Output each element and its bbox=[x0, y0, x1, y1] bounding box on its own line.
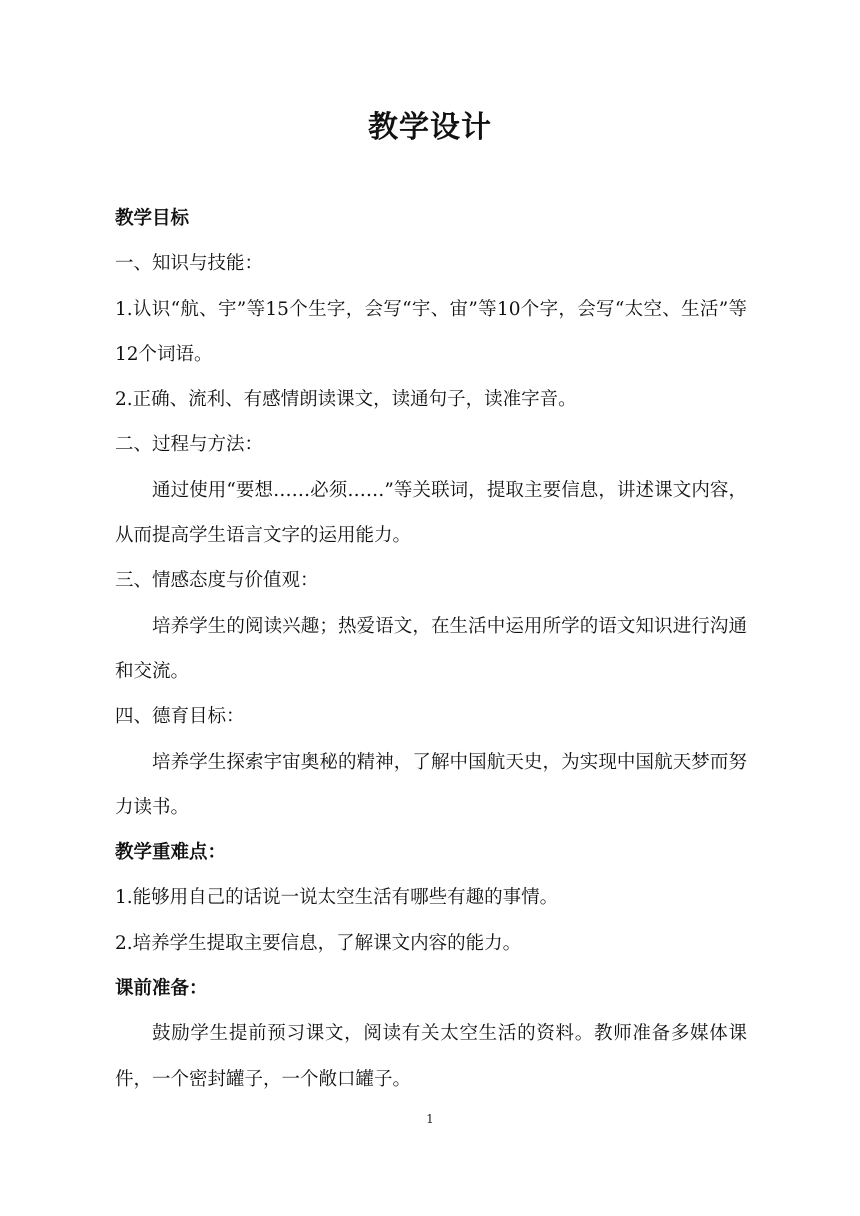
key-points-heading: 教学重难点： bbox=[115, 842, 227, 864]
knowledge-item-1: 1.认识“航、宇”等15个生字，会写“宇、宙”等10个字，会写“太空、生活”等12个词语。 bbox=[115, 298, 747, 365]
page-number: 1 bbox=[426, 1112, 434, 1126]
key-point-2: 2.培养学生提取主要信息，了解课文内容的能力。 bbox=[115, 932, 522, 954]
moral-text: 培养学生探索宇宙奥秘的精神，了解中国航天史，为实现中国航天梦而努力读书。 bbox=[115, 751, 747, 818]
process-text: 通过使用“要想……必须……”等关联词，提取主要信息，讲述课文内容，从而提高学生语言文字的运用能力。 bbox=[115, 479, 747, 547]
objectives-heading: 教学目标 bbox=[115, 208, 190, 229]
process-heading: 二、过程与方法： bbox=[115, 434, 264, 456]
preparation-heading: 课前准备： bbox=[115, 978, 208, 1000]
document-body bbox=[115, 196, 747, 1102]
moral-heading: 四、德育目标： bbox=[115, 706, 245, 728]
knowledge-item-2: 2.正确、流利、有感情朗读课文，读通句子，读准字音。 bbox=[115, 389, 577, 411]
knowledge-heading: 一、知识与技能： bbox=[115, 253, 264, 275]
emotion-text: 培养学生的阅读兴趣；热爱语文，在生活中运用所学的语文知识进行沟通和交流。 bbox=[115, 615, 747, 682]
key-point-1: 1.能够用自己的话说一说太空生活有哪些有趣的事情。 bbox=[115, 887, 559, 909]
preparation-text: 鼓励学生提前预习课文，阅读有关太空生活的资料。教师准备多媒体课件，一个密封罐子，一个敞口罐子。 bbox=[115, 1023, 747, 1090]
emotion-heading: 三、情感态度与价值观： bbox=[115, 570, 319, 592]
document-title: 教学设计 bbox=[368, 110, 492, 145]
